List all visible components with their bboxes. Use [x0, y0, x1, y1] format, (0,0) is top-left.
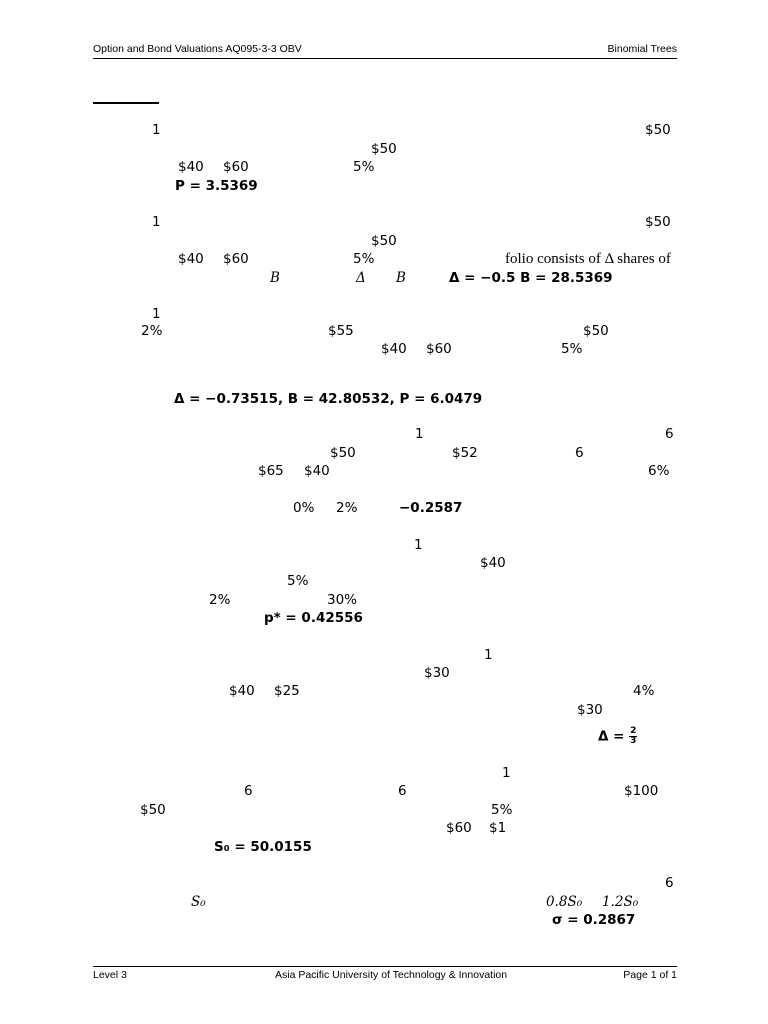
text-fragment: $40 — [178, 159, 204, 175]
text-fragment: 6% — [648, 463, 670, 479]
answer-text: P = 3.5369 — [175, 178, 258, 194]
text-fragment: $50 — [330, 445, 356, 461]
footer-rule — [93, 966, 677, 967]
answer-text: Δ = −0.73515, B = 42.80532, P = 6.0479 — [174, 391, 483, 407]
math-symbol: 0.8S₀ — [546, 894, 583, 910]
text-fragment: 1 — [502, 765, 511, 781]
text-fragment: $25 — [274, 683, 300, 699]
text-fragment: $60 — [446, 820, 472, 836]
text-fragment: $50 — [583, 323, 609, 339]
text-fragment: 5% — [287, 573, 309, 589]
text-fragment: 0% — [293, 500, 315, 516]
text-fragment: $50 — [371, 233, 397, 249]
footer-page-number: Page 1 of 1 — [623, 969, 677, 981]
text-fragment: 5% — [561, 341, 583, 357]
text-fragment: 2% — [336, 500, 358, 516]
text-fragment: 1 — [414, 537, 423, 553]
fraction — [629, 727, 637, 746]
header-section-title: Binomial Trees — [607, 43, 677, 55]
answer-prefix: Δ = — [598, 728, 625, 745]
math-symbol: Δ — [356, 270, 366, 286]
text-fragment: $100 — [624, 783, 659, 799]
answer-text: S₀ = 50.0155 — [214, 839, 312, 855]
math-symbol: S₀ — [191, 894, 206, 910]
text-fragment: $40 — [480, 555, 506, 571]
text-fragment: 6 — [665, 875, 674, 891]
text-fragment: $40 — [178, 251, 204, 267]
text-fragment: 5% — [353, 159, 375, 175]
text-fragment: $52 — [452, 445, 478, 461]
text-fragment: $30 — [424, 665, 450, 681]
math-symbol: B — [396, 270, 406, 286]
text-fragment: 1 — [484, 647, 493, 663]
text-fragment: $55 — [328, 323, 354, 339]
text-fragment: 1 — [152, 122, 161, 138]
text-fragment: 4% — [633, 683, 655, 699]
text-fragment: $50 — [140, 802, 166, 818]
text-fragment: $1 — [489, 820, 507, 836]
answer-text: Δ = −0.5 B = 28.5369 — [449, 270, 613, 286]
header-document-title: Option and Bond Valuations AQ095-3-3 OBV — [93, 43, 302, 55]
fraction-numerator: 2 — [630, 726, 637, 736]
text-fragment: $30 — [577, 702, 603, 718]
header-rule — [93, 58, 677, 59]
text-fragment: $40 — [381, 341, 407, 357]
math-symbol: 1.2S₀ — [602, 894, 639, 910]
text-fragment: 1 — [152, 214, 161, 230]
section-heading-underline — [93, 102, 159, 104]
text-fragment: 6 — [398, 783, 407, 799]
text-fragment: $60 — [223, 159, 249, 175]
text-fragment: $60 — [426, 341, 452, 357]
text-fragment: 2% — [141, 323, 163, 339]
text-fragment: $65 — [258, 463, 284, 479]
fraction-denominator: 3 — [630, 736, 637, 746]
text-fragment: 30% — [327, 592, 358, 608]
answer-text: −0.2587 — [399, 500, 463, 516]
footer-level: Level 3 — [93, 969, 127, 981]
text-fragment: 2% — [209, 592, 231, 608]
text-fragment: $40 — [229, 683, 255, 699]
text-fragment: $60 — [223, 251, 249, 267]
text-fragment: 1 — [415, 426, 424, 442]
text-fragment: $50 — [645, 214, 671, 230]
text-fragment: $40 — [304, 463, 330, 479]
math-symbol: B — [270, 270, 280, 286]
text-fragment: folio consists of Δ shares of — [505, 251, 671, 267]
answer-text — [598, 727, 637, 746]
footer-institution: Asia Pacific University of Technology & Innovation — [275, 969, 508, 981]
text-fragment: 6 — [575, 445, 584, 461]
text-fragment: 1 — [152, 306, 161, 322]
text-fragment: $50 — [371, 141, 397, 157]
answer-text: σ = 0.2867 — [552, 912, 636, 928]
text-fragment: 6 — [244, 783, 253, 799]
text-fragment: $50 — [645, 122, 671, 138]
answer-text: p* = 0.42556 — [264, 610, 363, 626]
text-fragment: 5% — [353, 251, 375, 267]
text-fragment: 6 — [665, 426, 674, 442]
text-fragment: 5% — [491, 802, 513, 818]
